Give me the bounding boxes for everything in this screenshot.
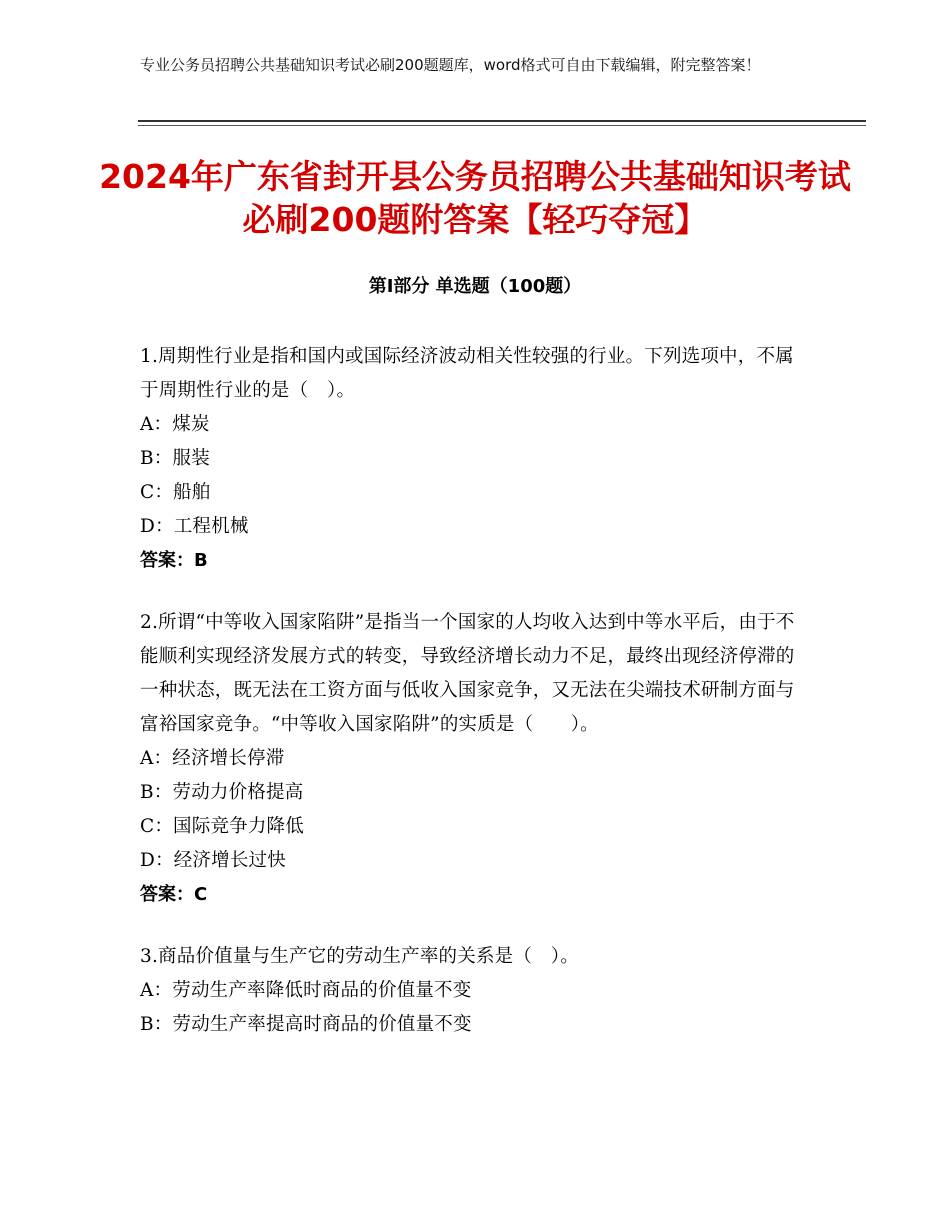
question-stem: 2.所谓“中等收入国家陷阱”是指当一个国家的人均收入达到中等水平后，由于不能顺利实现经济发展方式的转变，导致经济增长动力不足，最终出现经济停滞的一种状态，既无法在工资方面与低收入国家竞争，又无法在尖端技术研制方面与富裕国家竞争。“中等收入国家陷阱”的实质是（ ）。 xyxy=(140,612,795,735)
header-rule-thick xyxy=(138,120,866,122)
answer: 答案：B xyxy=(140,550,208,571)
section-title: 第Ⅰ部分 单选题（100题） xyxy=(368,276,582,297)
option-a: A：劳动生产率降低时商品的价值量不变 xyxy=(140,980,472,1001)
option-b: B：劳动生产率提高时商品的价值量不变 xyxy=(140,1014,472,1035)
document-title: 2024年广东省封开县公务员招聘公共基础知识考试必刷200题附答案【轻巧夺冠】 xyxy=(99,157,851,239)
header-note: 专业公务员招聘公共基础知识考试必刷200题题库，word格式可自由下载编辑，附完整答案！ xyxy=(140,56,761,74)
header-rule-thin xyxy=(138,125,866,126)
answer: 答案：C xyxy=(140,884,208,905)
question-1 xyxy=(140,340,800,578)
option-d: D：经济增长过快 xyxy=(140,850,286,871)
option-b: B：劳动力价格提高 xyxy=(140,782,304,803)
question-3 xyxy=(140,940,800,1042)
option-a: A：经济增长停滞 xyxy=(140,748,285,769)
option-c: C：国际竞争力降低 xyxy=(140,816,304,837)
question-2 xyxy=(140,606,800,912)
question-list xyxy=(140,340,800,1070)
option-b: B：服装 xyxy=(140,448,210,469)
option-c: C：船舶 xyxy=(140,482,211,503)
option-a: A：煤炭 xyxy=(140,414,210,435)
question-stem: 3.商品价值量与生产它的劳动生产率的关系是（ ）。 xyxy=(140,946,579,967)
option-d: D：工程机械 xyxy=(140,516,249,537)
question-stem: 1.周期性行业是指和国内或国际经济波动相关性较强的行业。下列选项中，不属于周期性行业的是（ ）。 xyxy=(140,346,794,401)
